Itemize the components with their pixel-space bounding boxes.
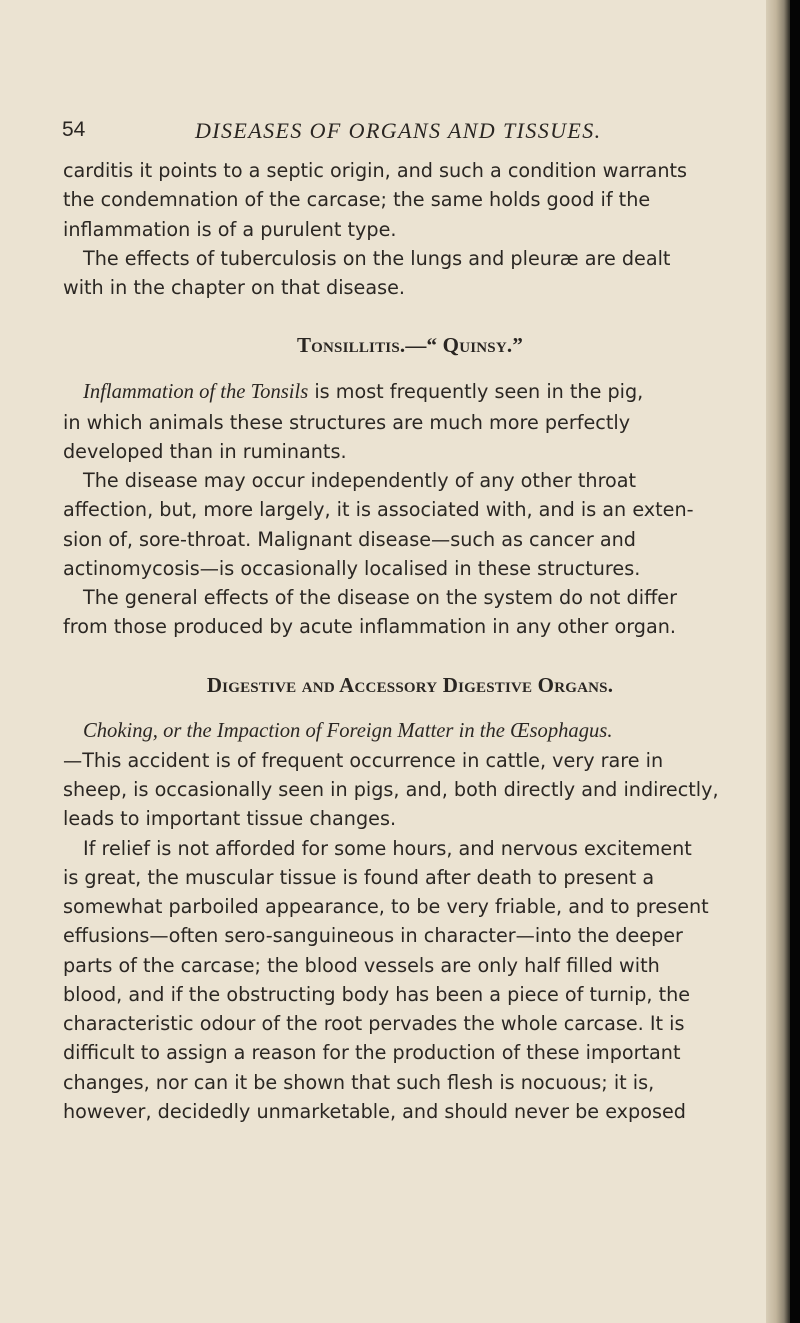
- text-line: developed than in ruminants.: [63, 439, 347, 463]
- text-line: sheep, is occasionally seen in pigs, and, both directly and indirectly,: [63, 778, 719, 801]
- text-line: [63, 377, 757, 407]
- text-line: —This accident is of frequent occurrence in cattle, very rare in: [63, 748, 664, 772]
- text-line: effusions—often sero-sanguineous in character—into the deeper: [63, 924, 683, 948]
- tonsillitis-paragraph-2: [63, 466, 757, 583]
- text-line: the condemnation of the carcase; the same holds good if the: [63, 188, 651, 212]
- italic-subheading: Inflammation of the Tonsils: [83, 381, 309, 404]
- text-line: inflammation is of a purulent type.: [63, 217, 397, 241]
- text-line: The general effects of the disease on the system do not differ: [83, 586, 677, 609]
- running-title: DISEASES OF ORGANS AND TISSUES.: [195, 118, 602, 143]
- text-line: from those produced by acute inflammation in any other organ.: [63, 615, 676, 639]
- text-line: somewhat parboiled appearance, to be very friable, and to present: [63, 895, 709, 918]
- tuberculosis-paragraph: [63, 244, 757, 303]
- book-binding-edge: [766, 0, 800, 1323]
- text-line: parts of the carcase; the blood vessels are only half filled with: [63, 953, 660, 977]
- section-heading-digestive: Digestive and Accessory Digestive Organs.: [206, 672, 614, 697]
- text-line: is great, the muscular tissue is found after death to present a: [63, 865, 655, 889]
- page-number: 54: [62, 118, 86, 141]
- text-line: blood, and if the obstructing body has been a piece of turnip, the: [63, 982, 691, 1006]
- text-line: sion of, sore-throat. Malignant disease—such as cancer and: [63, 527, 636, 551]
- digestive-paragraph-1: [63, 717, 757, 834]
- section-heading-tonsillitis: Tonsillitis.—“ Quinsy.”: [296, 333, 524, 358]
- text-line: in which animals these structures are much more perfectly: [63, 410, 631, 434]
- tonsillitis-paragraph-3: [63, 583, 757, 642]
- italic-subheading: Choking, or the Impaction of Foreign Matter in the Œsophagus.: [83, 719, 613, 742]
- page-header: [62, 118, 762, 152]
- text-line: affection, but, more largely, it is associated with, and is an exten-: [63, 498, 694, 522]
- opening-paragraph: [63, 156, 757, 244]
- text-line: changes, nor can it be shown that such flesh is nocuous; it is,: [63, 1070, 655, 1094]
- text-line: The effects of tuberculosis on the lungs and pleuræ are dealt: [83, 246, 671, 270]
- text-line: leads to important tissue changes.: [63, 807, 397, 831]
- text-line: carditis it points to a septic origin, and such a condition warrants: [63, 159, 687, 182]
- digestive-paragraph-2: [63, 834, 757, 1127]
- binding-shadow: [790, 0, 800, 1323]
- text-line: actinomycosis—is occasionally localised in these structures.: [63, 556, 641, 580]
- text-fragment: is most frequently seen in the pig,: [308, 380, 644, 404]
- page-body: [63, 156, 757, 1126]
- text-line: If relief is not afforded for some hours, and nervous excitement: [83, 836, 692, 860]
- text-line: however, decidedly unmarketable, and should never be exposed: [63, 1099, 686, 1123]
- text-line: with in the chapter on that disease.: [63, 276, 405, 299]
- text-line: difficult to assign a reason for the production of these important: [63, 1041, 681, 1065]
- tonsillitis-paragraph-1: [63, 377, 757, 466]
- text-line: characteristic odour of the root pervades the whole carcase. It is: [63, 1012, 685, 1035]
- text-line: The disease may occur independently of any other throat: [83, 469, 637, 492]
